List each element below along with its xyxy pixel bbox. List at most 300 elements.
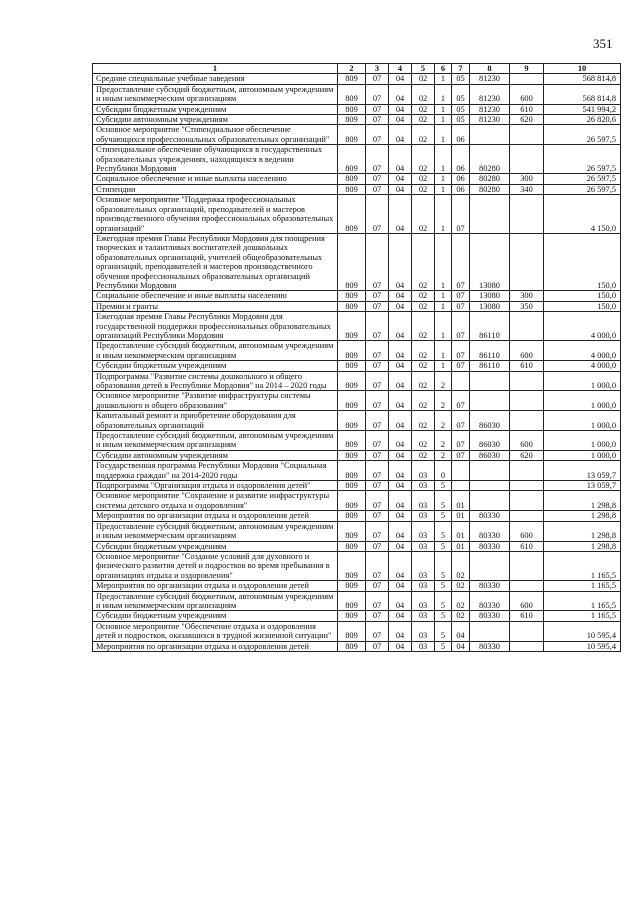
section-code-cell: 07 [366,491,389,511]
ministry-code-cell: 809 [338,481,366,491]
expense-type-code-cell [510,233,544,290]
ministry-code-cell: 809 [338,611,366,621]
ministry-code-cell: 809 [338,195,366,234]
table-row [93,541,621,551]
column-header: 4 [389,64,412,74]
item-name-cell: Государственная программа Республики Мордовия "Социальная поддержка граждан" на 2014-2020 годы [93,461,338,481]
expense-type-code-cell [510,461,544,481]
subprogram-code-cell: 5 [435,581,452,591]
page-number: 351 [593,36,613,51]
subsection-code-cell: 04 [389,195,412,234]
section-code-cell: 07 [366,541,389,551]
ministry-code-cell: 809 [338,581,366,591]
program-code-cell: 03 [412,551,435,580]
table-row [93,431,621,451]
table-row [93,411,621,431]
amount-cell: 4 000,0 [544,361,621,371]
ministry-code-cell: 809 [338,74,366,84]
program-code-cell: 02 [412,341,435,361]
direction-code-cell [470,481,510,491]
direction-code-cell [470,371,510,391]
amount-cell: 150,0 [544,301,621,311]
ministry-code-cell: 809 [338,621,366,641]
direction-code-cell [470,125,510,145]
subprogram-code-cell: 1 [435,145,452,174]
expense-type-code-cell: 340 [510,184,544,194]
ministry-code-cell: 809 [338,511,366,521]
program-code-cell: 02 [412,361,435,371]
subprogram-code-cell: 5 [435,551,452,580]
subsection-code-cell: 04 [389,312,412,341]
event-code-cell: 07 [452,431,470,451]
table-row [93,581,621,591]
direction-code-cell: 81230 [470,104,510,114]
section-code-cell: 07 [366,431,389,451]
subprogram-code-cell: 0 [435,461,452,481]
subprogram-code-cell: 1 [435,361,452,371]
table-row [93,461,621,481]
program-code-cell: 02 [412,195,435,234]
subsection-code-cell: 04 [389,174,412,184]
subsection-code-cell: 04 [389,125,412,145]
event-code-cell: 01 [452,521,470,541]
program-code-cell: 03 [412,621,435,641]
ministry-code-cell: 809 [338,312,366,341]
ministry-code-cell: 809 [338,641,366,651]
table-row [93,611,621,621]
direction-code-cell: 80330 [470,591,510,611]
ministry-code-cell: 809 [338,551,366,580]
program-code-cell: 03 [412,541,435,551]
table-row [93,521,621,541]
amount-cell: 10 595,4 [544,621,621,641]
item-name-cell: Стипендиальное обеспечение обучающихся в государственных образовательных учреждениях, находящихся в ведении Республики Мордовия [93,145,338,174]
table-row [93,233,621,290]
amount-cell: 541 994,2 [544,104,621,114]
expense-type-code-cell: 300 [510,174,544,184]
program-code-cell: 02 [412,411,435,431]
event-code-cell: 05 [452,74,470,84]
event-code-cell: 06 [452,184,470,194]
expense-type-code-cell: 610 [510,104,544,114]
item-name-cell: Ежегодная премия Главы Республики Мордовия для государственной поддержки профессиональных образовательных организаций Республики Мордовия [93,312,338,341]
subsection-code-cell: 04 [389,341,412,361]
expense-type-code-cell: 610 [510,611,544,621]
subsection-code-cell: 04 [389,450,412,460]
table-row [93,641,621,651]
subprogram-code-cell: 5 [435,481,452,491]
section-code-cell: 07 [366,291,389,301]
section-code-cell: 07 [366,74,389,84]
item-name-cell: Ежегодная премия Главы Республики Мордовия для поощрения творческих и талантливых воспитателей дошкольных образовательных организаций, учителей общеобразовательных организаций, преподавателей и мастеров производственного обучения профессиональных образовательных организаций Республики Мордовия [93,233,338,290]
item-name-cell: Основное мероприятие "Обеспечение отдыха и оздоровления детей и подростков, оказавшихся в трудной жизненной ситуации" [93,621,338,641]
subprogram-code-cell: 1 [435,233,452,290]
program-code-cell: 02 [412,145,435,174]
section-code-cell: 07 [366,591,389,611]
event-code-cell: 07 [452,301,470,311]
direction-code-cell [470,491,510,511]
section-code-cell: 07 [366,341,389,361]
event-code-cell: 04 [452,621,470,641]
item-name-cell: Премии и гранты [93,301,338,311]
event-code-cell: 01 [452,541,470,551]
program-code-cell: 02 [412,84,435,104]
subprogram-code-cell: 1 [435,174,452,184]
section-code-cell: 07 [366,641,389,651]
budget-table [92,63,621,652]
section-code-cell: 07 [366,521,389,541]
direction-code-cell [470,621,510,641]
ministry-code-cell: 809 [338,104,366,114]
amount-cell: 4 150,0 [544,195,621,234]
table-row [93,621,621,641]
subsection-code-cell: 04 [389,115,412,125]
table-row [93,145,621,174]
subsection-code-cell: 04 [389,184,412,194]
item-name-cell: Социальное обеспечение и иные выплаты населению [93,174,338,184]
program-code-cell: 03 [412,481,435,491]
subsection-code-cell: 04 [389,491,412,511]
subsection-code-cell: 04 [389,74,412,84]
program-code-cell: 03 [412,581,435,591]
ministry-code-cell: 809 [338,145,366,174]
amount-cell: 26 597,5 [544,174,621,184]
event-code-cell: 07 [452,411,470,431]
subsection-code-cell: 04 [389,431,412,451]
item-name-cell: Основное мероприятие "Сохранение и развитие инфраструктуры системы детского отдыха и оздоровления" [93,491,338,511]
amount-cell: 568 814,8 [544,84,621,104]
amount-cell: 26 597,5 [544,145,621,174]
subsection-code-cell: 04 [389,621,412,641]
item-name-cell: Подпрограмма "Организация отдыха и оздоровления детей" [93,481,338,491]
ministry-code-cell: 809 [338,84,366,104]
table-row [93,104,621,114]
table-row [93,84,621,104]
amount-cell: 4 000,0 [544,312,621,341]
program-code-cell: 03 [412,461,435,481]
section-code-cell: 07 [366,115,389,125]
expense-type-code-cell: 600 [510,591,544,611]
section-code-cell: 07 [366,145,389,174]
direction-code-cell: 86110 [470,361,510,371]
program-code-cell: 02 [412,371,435,391]
direction-code-cell: 81230 [470,74,510,84]
section-code-cell: 07 [366,312,389,341]
expense-type-code-cell [510,491,544,511]
table-row [93,312,621,341]
subprogram-code-cell: 1 [435,84,452,104]
amount-cell: 150,0 [544,291,621,301]
direction-code-cell: 86110 [470,312,510,341]
section-code-cell: 07 [366,84,389,104]
amount-cell: 4 000,0 [544,341,621,361]
event-code-cell: 01 [452,511,470,521]
program-code-cell: 02 [412,184,435,194]
subsection-code-cell: 04 [389,301,412,311]
section-code-cell: 07 [366,184,389,194]
item-name-cell: Средние специальные учебные заведения [93,74,338,84]
expense-type-code-cell [510,145,544,174]
section-code-cell: 07 [366,450,389,460]
section-code-cell: 07 [366,551,389,580]
direction-code-cell: 80330 [470,581,510,591]
subsection-code-cell: 04 [389,145,412,174]
direction-code-cell: 80330 [470,521,510,541]
ministry-code-cell: 809 [338,521,366,541]
item-name-cell: Основное мероприятие "Стипендиальное обеспечение обучающихся профессиональных образовательных организаций" [93,125,338,145]
event-code-cell: 02 [452,551,470,580]
amount-cell: 1 298,8 [544,511,621,521]
program-code-cell: 02 [412,74,435,84]
amount-cell: 1 000,0 [544,371,621,391]
amount-cell: 1 000,0 [544,411,621,431]
subsection-code-cell: 04 [389,591,412,611]
amount-cell: 568 814,8 [544,74,621,84]
subprogram-code-cell: 1 [435,301,452,311]
expense-type-code-cell [510,371,544,391]
table-body [93,74,621,652]
ministry-code-cell: 809 [338,291,366,301]
subsection-code-cell: 04 [389,551,412,580]
item-name-cell: Предоставление субсидий бюджетным, автономным учреждениям и иным некоммерческим организациям [93,84,338,104]
table-row [93,291,621,301]
column-header: 9 [510,64,544,74]
expense-type-code-cell [510,125,544,145]
amount-cell: 1 165,5 [544,551,621,580]
section-code-cell: 07 [366,391,389,411]
item-name-cell: Субсидии автономным учреждениям [93,450,338,460]
direction-code-cell: 86030 [470,450,510,460]
ministry-code-cell: 809 [338,541,366,551]
direction-code-cell: 13080 [470,301,510,311]
ministry-code-cell: 809 [338,491,366,511]
item-name-cell: Предоставление субсидий бюджетным, автономным учреждениям и иным некоммерческим организациям [93,341,338,361]
direction-code-cell [470,551,510,580]
table-row [93,450,621,460]
subprogram-code-cell: 2 [435,450,452,460]
ministry-code-cell: 809 [338,184,366,194]
ministry-code-cell: 809 [338,391,366,411]
subprogram-code-cell: 1 [435,184,452,194]
expense-type-code-cell [510,551,544,580]
subprogram-code-cell: 2 [435,391,452,411]
section-code-cell: 07 [366,125,389,145]
program-code-cell: 03 [412,521,435,541]
column-header: 7 [452,64,470,74]
amount-cell: 13 059,7 [544,461,621,481]
direction-code-cell: 80280 [470,174,510,184]
section-code-cell: 07 [366,621,389,641]
subsection-code-cell: 04 [389,521,412,541]
event-code-cell [452,371,470,391]
program-code-cell: 02 [412,125,435,145]
program-code-cell: 02 [412,104,435,114]
section-code-cell: 07 [366,511,389,521]
expense-type-code-cell [510,74,544,84]
subprogram-code-cell: 1 [435,195,452,234]
amount-cell: 150,0 [544,233,621,290]
table-row [93,391,621,411]
column-header: 10 [544,64,621,74]
expense-type-code-cell [510,511,544,521]
expense-type-code-cell [510,195,544,234]
direction-code-cell: 80330 [470,641,510,651]
subsection-code-cell: 04 [389,291,412,301]
ministry-code-cell: 809 [338,341,366,361]
event-code-cell [452,481,470,491]
expense-type-code-cell [510,411,544,431]
section-code-cell: 07 [366,481,389,491]
subsection-code-cell: 04 [389,541,412,551]
subsection-code-cell: 04 [389,611,412,621]
direction-code-cell: 80280 [470,184,510,194]
subprogram-code-cell: 1 [435,125,452,145]
column-header: 1 [93,64,338,74]
direction-code-cell: 81230 [470,84,510,104]
subsection-code-cell: 04 [389,641,412,651]
table-row [93,115,621,125]
item-name-cell: Социальное обеспечение и иные выплаты населению [93,291,338,301]
subsection-code-cell: 04 [389,233,412,290]
event-code-cell: 07 [452,341,470,361]
section-code-cell: 07 [366,411,389,431]
subprogram-code-cell: 2 [435,371,452,391]
section-code-cell: 07 [366,233,389,290]
amount-cell: 1 000,0 [544,450,621,460]
item-name-cell: Основное мероприятие "Развитие инфраструктуры системы дошкольного и общего образования" [93,391,338,411]
ministry-code-cell: 809 [338,431,366,451]
direction-code-cell [470,461,510,481]
amount-cell: 1 165,5 [544,591,621,611]
expense-type-code-cell: 600 [510,341,544,361]
subsection-code-cell: 04 [389,511,412,521]
program-code-cell: 02 [412,431,435,451]
program-code-cell: 03 [412,491,435,511]
header-row [93,64,621,74]
amount-cell: 26 820,6 [544,115,621,125]
event-code-cell: 07 [452,195,470,234]
amount-cell: 1 298,8 [544,541,621,551]
expense-type-code-cell: 600 [510,431,544,451]
program-code-cell: 03 [412,511,435,521]
expense-type-code-cell: 300 [510,291,544,301]
section-code-cell: 07 [366,195,389,234]
subprogram-code-cell: 2 [435,411,452,431]
subprogram-code-cell: 2 [435,431,452,451]
section-code-cell: 07 [366,361,389,371]
event-code-cell: 06 [452,174,470,184]
direction-code-cell: 13080 [470,233,510,290]
table-row [93,551,621,580]
program-code-cell: 03 [412,591,435,611]
section-code-cell: 07 [366,301,389,311]
event-code-cell: 07 [452,233,470,290]
ministry-code-cell: 809 [338,361,366,371]
expense-type-code-cell [510,312,544,341]
subprogram-code-cell: 5 [435,491,452,511]
subprogram-code-cell: 5 [435,641,452,651]
item-name-cell: Субсидии бюджетным учреждениям [93,104,338,114]
subsection-code-cell: 04 [389,411,412,431]
event-code-cell: 02 [452,581,470,591]
direction-code-cell [470,391,510,411]
table-row [93,591,621,611]
program-code-cell: 03 [412,611,435,621]
expense-type-code-cell: 620 [510,450,544,460]
item-name-cell: Стипендии [93,184,338,194]
direction-code-cell [470,195,510,234]
table-row [93,74,621,84]
subprogram-code-cell: 5 [435,621,452,641]
subprogram-code-cell: 1 [435,291,452,301]
amount-cell: 1 000,0 [544,431,621,451]
subprogram-code-cell: 1 [435,115,452,125]
subsection-code-cell: 04 [389,84,412,104]
expense-type-code-cell: 610 [510,541,544,551]
direction-code-cell: 13080 [470,291,510,301]
item-name-cell: Субсидии бюджетным учреждениям [93,611,338,621]
item-name-cell: Субсидии автономным учреждениям [93,115,338,125]
item-name-cell: Предоставление субсидий бюджетным, автономным учреждениям и иным некоммерческим организациям [93,431,338,451]
event-code-cell: 07 [452,391,470,411]
expense-type-code-cell [510,581,544,591]
section-code-cell: 07 [366,104,389,114]
amount-cell: 26 597,5 [544,184,621,194]
subsection-code-cell: 04 [389,581,412,591]
section-code-cell: 07 [366,461,389,481]
ministry-code-cell: 809 [338,461,366,481]
table-row [93,491,621,511]
subprogram-code-cell: 1 [435,74,452,84]
event-code-cell: 05 [452,84,470,104]
item-name-cell: Мероприятия по организации отдыха и оздоровления детей [93,511,338,521]
table-row [93,174,621,184]
amount-cell: 1 165,5 [544,581,621,591]
subprogram-code-cell: 1 [435,104,452,114]
program-code-cell: 02 [412,174,435,184]
event-code-cell: 02 [452,611,470,621]
section-code-cell: 07 [366,581,389,591]
section-code-cell: 07 [366,611,389,621]
direction-code-cell: 81230 [470,115,510,125]
direction-code-cell: 86030 [470,431,510,451]
subprogram-code-cell: 5 [435,591,452,611]
column-header: 5 [412,64,435,74]
expense-type-code-cell [510,391,544,411]
amount-cell: 10 595,4 [544,641,621,651]
amount-cell: 1 000,0 [544,391,621,411]
event-code-cell: 06 [452,145,470,174]
item-name-cell: Предоставление субсидий бюджетным, автономным учреждениям и иным некоммерческим организациям [93,591,338,611]
event-code-cell: 04 [452,641,470,651]
subsection-code-cell: 04 [389,481,412,491]
event-code-cell: 07 [452,450,470,460]
subprogram-code-cell: 5 [435,521,452,541]
expense-type-code-cell: 350 [510,301,544,311]
ministry-code-cell: 809 [338,233,366,290]
ministry-code-cell: 809 [338,591,366,611]
table-row [93,195,621,234]
event-code-cell: 05 [452,115,470,125]
expense-type-code-cell: 610 [510,361,544,371]
amount-cell: 1 165,5 [544,611,621,621]
item-name-cell: Мероприятия по организации отдыха и оздоровления детей [93,581,338,591]
item-name-cell: Мероприятия по организации отдыха и оздоровления детей [93,641,338,651]
expense-type-code-cell [510,641,544,651]
expense-type-code-cell: 600 [510,84,544,104]
subprogram-code-cell: 5 [435,611,452,621]
column-header: 8 [470,64,510,74]
